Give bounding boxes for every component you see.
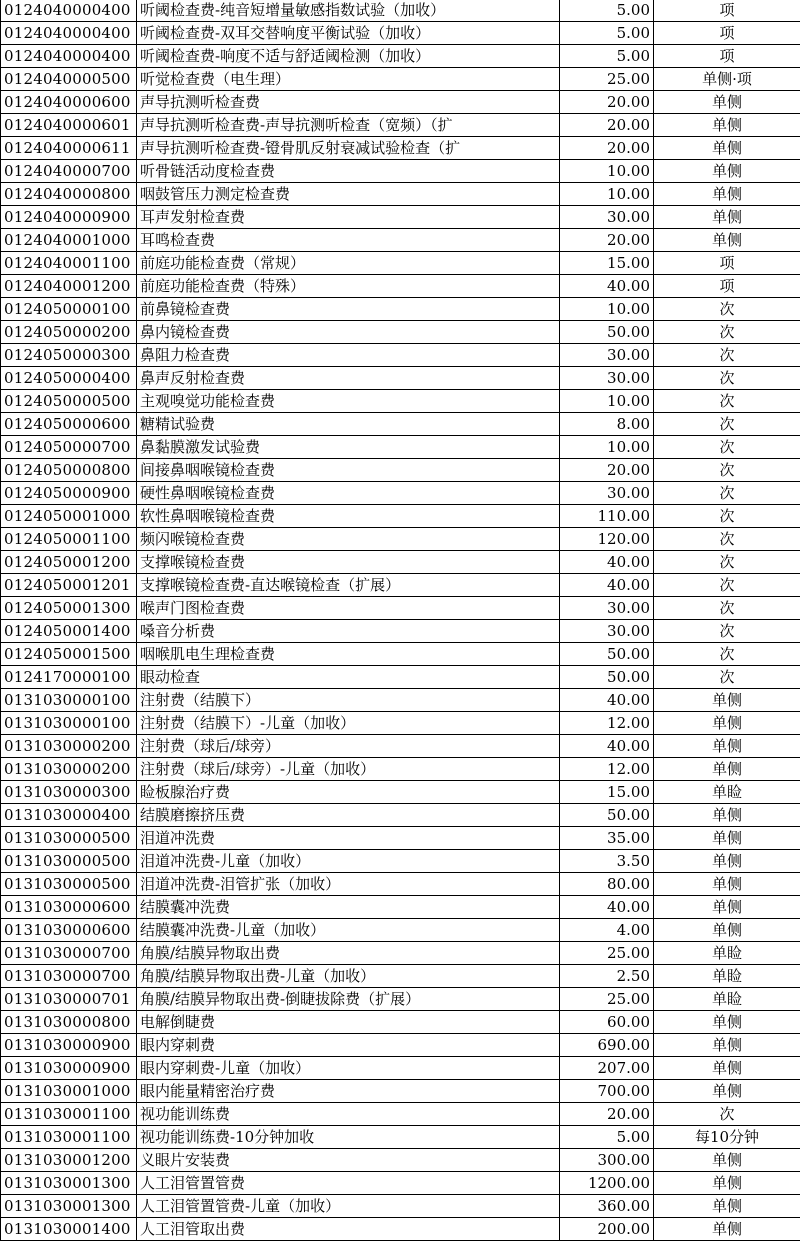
unit-cell: 单侧 [654, 735, 800, 758]
table-row [1, 137, 800, 160]
table-row [1, 896, 800, 919]
price-cell: 10.00 [560, 183, 654, 206]
unit-cell: 次 [654, 597, 800, 620]
item-code-cell: 0131030000500 [1, 850, 137, 873]
unit-cell: 单侧·项 [654, 68, 800, 91]
table-row [1, 1149, 800, 1172]
unit-cell: 单侧 [654, 1218, 800, 1241]
unit-cell: 单侧 [654, 183, 800, 206]
item-name-cell: 注射费（球后/球旁） [137, 735, 560, 758]
item-name-cell: 结膜囊冲洗费-儿童（加收） [137, 919, 560, 942]
table-row [1, 22, 800, 45]
item-name-cell: 人工泪管置管费 [137, 1172, 560, 1195]
table-row [1, 1057, 800, 1080]
item-name-cell: 频闪喉镜检查费 [137, 528, 560, 551]
item-code-cell: 0124050000200 [1, 321, 137, 344]
item-name-cell: 泪道冲洗费-泪管扩张（加收） [137, 873, 560, 896]
unit-cell: 次 [654, 344, 800, 367]
table-row [1, 390, 800, 413]
table-row [1, 68, 800, 91]
unit-cell: 项 [654, 22, 800, 45]
unit-cell: 次 [654, 528, 800, 551]
price-cell: 20.00 [560, 91, 654, 114]
item-name-cell: 前庭功能检查费（常规） [137, 252, 560, 275]
item-name-cell: 鼻黏膜激发试验费 [137, 436, 560, 459]
unit-cell: 单侧 [654, 160, 800, 183]
table-row [1, 1218, 800, 1241]
item-code-cell: 0124040000400 [1, 22, 137, 45]
price-cell: 360.00 [560, 1195, 654, 1218]
unit-cell: 次 [654, 459, 800, 482]
table-row [1, 850, 800, 873]
unit-cell: 次 [654, 298, 800, 321]
item-code-cell: 0124040000400 [1, 0, 137, 22]
price-cell: 5.00 [560, 45, 654, 68]
table-row [1, 344, 800, 367]
item-name-cell: 泪道冲洗费-儿童（加收） [137, 850, 560, 873]
item-code-cell: 0124040001200 [1, 275, 137, 298]
table-row [1, 1103, 800, 1126]
table-row [1, 666, 800, 689]
item-code-cell: 0131030000800 [1, 1011, 137, 1034]
item-code-cell: 0131030000300 [1, 781, 137, 804]
item-code-cell: 0131030000701 [1, 988, 137, 1011]
item-name-cell: 鼻内镜检查费 [137, 321, 560, 344]
table-row [1, 91, 800, 114]
price-cell: 60.00 [560, 1011, 654, 1034]
item-name-cell: 听骨链活动度检查费 [137, 160, 560, 183]
item-code-cell: 0131030001300 [1, 1172, 137, 1195]
price-cell: 8.00 [560, 413, 654, 436]
item-name-cell: 主观嗅觉功能检查费 [137, 390, 560, 413]
item-name-cell: 耳鸣检查费 [137, 229, 560, 252]
item-code-cell: 0124050001100 [1, 528, 137, 551]
price-cell: 25.00 [560, 68, 654, 91]
item-name-cell: 咽鼓管压力测定检查费 [137, 183, 560, 206]
table-row [1, 1080, 800, 1103]
price-cell: 300.00 [560, 1149, 654, 1172]
unit-cell: 单侧 [654, 91, 800, 114]
unit-cell: 单侧 [654, 804, 800, 827]
price-cell: 80.00 [560, 873, 654, 896]
item-code-cell: 0124040000700 [1, 160, 137, 183]
item-name-cell: 视功能训练费-10分钟加收 [137, 1126, 560, 1149]
table-row [1, 965, 800, 988]
price-cell: 5.00 [560, 0, 654, 22]
price-cell: 10.00 [560, 160, 654, 183]
item-name-cell: 硬性鼻咽喉镜检查费 [137, 482, 560, 505]
item-name-cell: 鼻阻力检查费 [137, 344, 560, 367]
price-cell: 50.00 [560, 666, 654, 689]
table-row [1, 1172, 800, 1195]
price-cell: 15.00 [560, 781, 654, 804]
unit-cell: 次 [654, 436, 800, 459]
table-row [1, 321, 800, 344]
unit-cell: 单睑 [654, 965, 800, 988]
unit-cell: 单侧 [654, 1149, 800, 1172]
table-row [1, 1126, 800, 1149]
item-name-cell: 声导抗测听检查费-声导抗测听检查（宽频）（扩 [137, 114, 560, 137]
table-row [1, 0, 800, 22]
item-name-cell: 泪道冲洗费 [137, 827, 560, 850]
item-code-cell: 0131030000900 [1, 1057, 137, 1080]
item-code-cell: 0124040000900 [1, 206, 137, 229]
price-cell: 10.00 [560, 390, 654, 413]
table-row [1, 528, 800, 551]
price-cell: 200.00 [560, 1218, 654, 1241]
table-row [1, 1034, 800, 1057]
price-cell: 1200.00 [560, 1172, 654, 1195]
item-name-cell: 注射费（球后/球旁）-儿童（加收） [137, 758, 560, 781]
item-code-cell: 0124170000100 [1, 666, 137, 689]
item-code-cell: 0131030000500 [1, 827, 137, 850]
item-code-cell: 0124040001000 [1, 229, 137, 252]
unit-cell: 单侧 [654, 689, 800, 712]
unit-cell: 每10分钟 [654, 1126, 800, 1149]
unit-cell: 单侧 [654, 919, 800, 942]
item-code-cell: 0131030000600 [1, 919, 137, 942]
item-name-cell: 鼻声反射检查费 [137, 367, 560, 390]
fee-table-body [1, 0, 800, 1241]
price-cell: 30.00 [560, 206, 654, 229]
item-name-cell: 结膜磨擦挤压费 [137, 804, 560, 827]
table-row [1, 1011, 800, 1034]
price-cell: 12.00 [560, 758, 654, 781]
price-cell: 40.00 [560, 689, 654, 712]
item-code-cell: 0124050000100 [1, 298, 137, 321]
price-cell: 30.00 [560, 620, 654, 643]
item-code-cell: 0131030001000 [1, 1080, 137, 1103]
table-row [1, 298, 800, 321]
item-name-cell: 嗓音分析费 [137, 620, 560, 643]
unit-cell: 单睑 [654, 988, 800, 1011]
item-code-cell: 0131030000200 [1, 758, 137, 781]
item-name-cell: 声导抗测听检查费 [137, 91, 560, 114]
price-cell: 40.00 [560, 574, 654, 597]
table-row [1, 114, 800, 137]
item-name-cell: 软性鼻咽喉镜检查费 [137, 505, 560, 528]
item-name-cell: 听觉检查费（电生理） [137, 68, 560, 91]
unit-cell: 次 [654, 390, 800, 413]
table-row [1, 1195, 800, 1218]
unit-cell: 次 [654, 551, 800, 574]
price-cell: 15.00 [560, 252, 654, 275]
price-cell: 20.00 [560, 459, 654, 482]
table-row [1, 436, 800, 459]
item-name-cell: 义眼片安装费 [137, 1149, 560, 1172]
price-cell: 50.00 [560, 643, 654, 666]
unit-cell: 单侧 [654, 712, 800, 735]
item-name-cell: 结膜囊冲洗费 [137, 896, 560, 919]
table-row [1, 574, 800, 597]
price-cell: 25.00 [560, 988, 654, 1011]
price-cell: 40.00 [560, 551, 654, 574]
table-row [1, 804, 800, 827]
unit-cell: 次 [654, 666, 800, 689]
price-cell: 30.00 [560, 367, 654, 390]
item-name-cell: 前庭功能检查费（特殊） [137, 275, 560, 298]
item-name-cell: 人工泪管置管费-儿童（加收） [137, 1195, 560, 1218]
unit-cell: 项 [654, 45, 800, 68]
item-name-cell: 听阈检查费-纯音短增量敏感指数试验（加收） [137, 0, 560, 22]
table-row [1, 45, 800, 68]
price-cell: 20.00 [560, 1103, 654, 1126]
item-name-cell: 人工泪管取出费 [137, 1218, 560, 1241]
item-name-cell: 咽喉肌电生理检查费 [137, 643, 560, 666]
item-name-cell: 声导抗测听检查费-镫骨肌反射衰减试验检查（扩 [137, 137, 560, 160]
unit-cell: 单侧 [654, 1034, 800, 1057]
unit-cell: 次 [654, 643, 800, 666]
item-name-cell: 角膜/结膜异物取出费 [137, 942, 560, 965]
unit-cell: 单侧 [654, 1011, 800, 1034]
unit-cell: 单睑 [654, 781, 800, 804]
price-cell: 20.00 [560, 137, 654, 160]
price-cell: 50.00 [560, 321, 654, 344]
price-cell: 20.00 [560, 229, 654, 252]
item-name-cell: 眼动检查 [137, 666, 560, 689]
table-row [1, 160, 800, 183]
table-row [1, 482, 800, 505]
unit-cell: 次 [654, 321, 800, 344]
item-name-cell: 注射费（结膜下） [137, 689, 560, 712]
item-code-cell: 0124040000600 [1, 91, 137, 114]
item-name-cell: 间接鼻咽喉镜检查费 [137, 459, 560, 482]
item-code-cell: 0124050000900 [1, 482, 137, 505]
item-name-cell: 眼内穿刺费 [137, 1034, 560, 1057]
table-row [1, 183, 800, 206]
item-code-cell: 0124050000600 [1, 413, 137, 436]
unit-cell: 单侧 [654, 896, 800, 919]
table-row [1, 781, 800, 804]
item-code-cell: 0124040001100 [1, 252, 137, 275]
table-row [1, 942, 800, 965]
unit-cell: 次 [654, 620, 800, 643]
price-cell: 50.00 [560, 804, 654, 827]
item-code-cell: 0131030001100 [1, 1126, 137, 1149]
price-cell: 30.00 [560, 482, 654, 505]
item-code-cell: 0131030000100 [1, 689, 137, 712]
unit-cell: 次 [654, 505, 800, 528]
unit-cell: 单侧 [654, 229, 800, 252]
table-row [1, 229, 800, 252]
item-name-cell: 糖精试验费 [137, 413, 560, 436]
price-cell: 700.00 [560, 1080, 654, 1103]
unit-cell: 次 [654, 482, 800, 505]
item-name-cell: 角膜/结膜异物取出费-儿童（加收） [137, 965, 560, 988]
table-row [1, 597, 800, 620]
item-code-cell: 0124050001400 [1, 620, 137, 643]
unit-cell: 单侧 [654, 114, 800, 137]
unit-cell: 单侧 [654, 758, 800, 781]
item-code-cell: 0131030000200 [1, 735, 137, 758]
unit-cell: 次 [654, 413, 800, 436]
item-code-cell: 0124040000400 [1, 45, 137, 68]
table-row [1, 689, 800, 712]
unit-cell: 项 [654, 252, 800, 275]
item-code-cell: 0124040000611 [1, 137, 137, 160]
price-cell: 30.00 [560, 344, 654, 367]
item-code-cell: 0124050000700 [1, 436, 137, 459]
item-name-cell: 前鼻镜检查费 [137, 298, 560, 321]
item-code-cell: 0131030001300 [1, 1195, 137, 1218]
item-name-cell: 喉声门图检查费 [137, 597, 560, 620]
unit-cell: 单睑 [654, 942, 800, 965]
item-code-cell: 0131030000500 [1, 873, 137, 896]
item-name-cell: 眼内能量精密治疗费 [137, 1080, 560, 1103]
price-cell: 4.00 [560, 919, 654, 942]
table-row [1, 459, 800, 482]
item-code-cell: 0124050001000 [1, 505, 137, 528]
item-code-cell: 0131030001400 [1, 1218, 137, 1241]
table-row [1, 551, 800, 574]
price-cell: 10.00 [560, 298, 654, 321]
table-row [1, 620, 800, 643]
price-cell: 30.00 [560, 597, 654, 620]
item-code-cell: 0131030000700 [1, 942, 137, 965]
price-cell: 207.00 [560, 1057, 654, 1080]
item-name-cell: 电解倒睫费 [137, 1011, 560, 1034]
item-name-cell: 支撑喉镜检查费 [137, 551, 560, 574]
item-code-cell: 0131030001100 [1, 1103, 137, 1126]
item-code-cell: 0124050001300 [1, 597, 137, 620]
price-cell: 5.00 [560, 1126, 654, 1149]
item-name-cell: 听阈检查费-响度不适与舒适阈检测（加收） [137, 45, 560, 68]
price-cell: 20.00 [560, 114, 654, 137]
item-code-cell: 0124050001500 [1, 643, 137, 666]
price-cell: 2.50 [560, 965, 654, 988]
unit-cell: 项 [654, 275, 800, 298]
item-code-cell: 0124040000500 [1, 68, 137, 91]
item-code-cell: 0124040000601 [1, 114, 137, 137]
unit-cell: 单侧 [654, 873, 800, 896]
price-cell: 3.50 [560, 850, 654, 873]
item-code-cell: 0131030000900 [1, 1034, 137, 1057]
price-cell: 5.00 [560, 22, 654, 45]
item-name-cell: 支撑喉镜检查费-直达喉镜检查（扩展） [137, 574, 560, 597]
table-row [1, 758, 800, 781]
unit-cell: 单侧 [654, 1057, 800, 1080]
item-code-cell: 0131030000100 [1, 712, 137, 735]
item-name-cell: 注射费（结膜下）-儿童（加收） [137, 712, 560, 735]
table-row [1, 275, 800, 298]
item-code-cell: 0124040000800 [1, 183, 137, 206]
price-cell: 40.00 [560, 735, 654, 758]
price-cell: 25.00 [560, 942, 654, 965]
price-cell: 40.00 [560, 896, 654, 919]
price-cell: 40.00 [560, 275, 654, 298]
unit-cell: 单侧 [654, 137, 800, 160]
unit-cell: 单侧 [654, 206, 800, 229]
table-row [1, 505, 800, 528]
table-row [1, 413, 800, 436]
table-row [1, 252, 800, 275]
item-name-cell: 睑板腺治疗费 [137, 781, 560, 804]
item-code-cell: 0131030000700 [1, 965, 137, 988]
unit-cell: 单侧 [654, 1172, 800, 1195]
item-code-cell: 0131030000600 [1, 896, 137, 919]
table-row [1, 712, 800, 735]
item-code-cell: 0124050000500 [1, 390, 137, 413]
table-row [1, 367, 800, 390]
item-name-cell: 听阈检查费-双耳交替响度平衡试验（加收） [137, 22, 560, 45]
unit-cell: 单侧 [654, 850, 800, 873]
item-code-cell: 0124050000300 [1, 344, 137, 367]
price-cell: 120.00 [560, 528, 654, 551]
item-name-cell: 角膜/结膜异物取出费-倒睫拔除费（扩展） [137, 988, 560, 1011]
price-cell: 10.00 [560, 436, 654, 459]
unit-cell: 次 [654, 574, 800, 597]
table-row [1, 988, 800, 1011]
price-cell: 690.00 [560, 1034, 654, 1057]
unit-cell: 次 [654, 367, 800, 390]
table-row [1, 735, 800, 758]
item-code-cell: 0124050000800 [1, 459, 137, 482]
price-cell: 110.00 [560, 505, 654, 528]
table-row [1, 919, 800, 942]
item-name-cell: 耳声发射检查费 [137, 206, 560, 229]
item-code-cell: 0131030000400 [1, 804, 137, 827]
item-code-cell: 0124050000400 [1, 367, 137, 390]
table-row [1, 206, 800, 229]
table-row [1, 827, 800, 850]
unit-cell: 单侧 [654, 1195, 800, 1218]
unit-cell: 单侧 [654, 827, 800, 850]
unit-cell: 单侧 [654, 1080, 800, 1103]
price-cell: 12.00 [560, 712, 654, 735]
item-name-cell: 眼内穿刺费-儿童（加收） [137, 1057, 560, 1080]
unit-cell: 项 [654, 0, 800, 22]
table-row [1, 643, 800, 666]
item-name-cell: 视功能训练费 [137, 1103, 560, 1126]
item-code-cell: 0124050001201 [1, 574, 137, 597]
item-code-cell: 0124050001200 [1, 551, 137, 574]
price-cell: 35.00 [560, 827, 654, 850]
unit-cell: 次 [654, 1103, 800, 1126]
table-row [1, 873, 800, 896]
item-code-cell: 0131030001200 [1, 1149, 137, 1172]
